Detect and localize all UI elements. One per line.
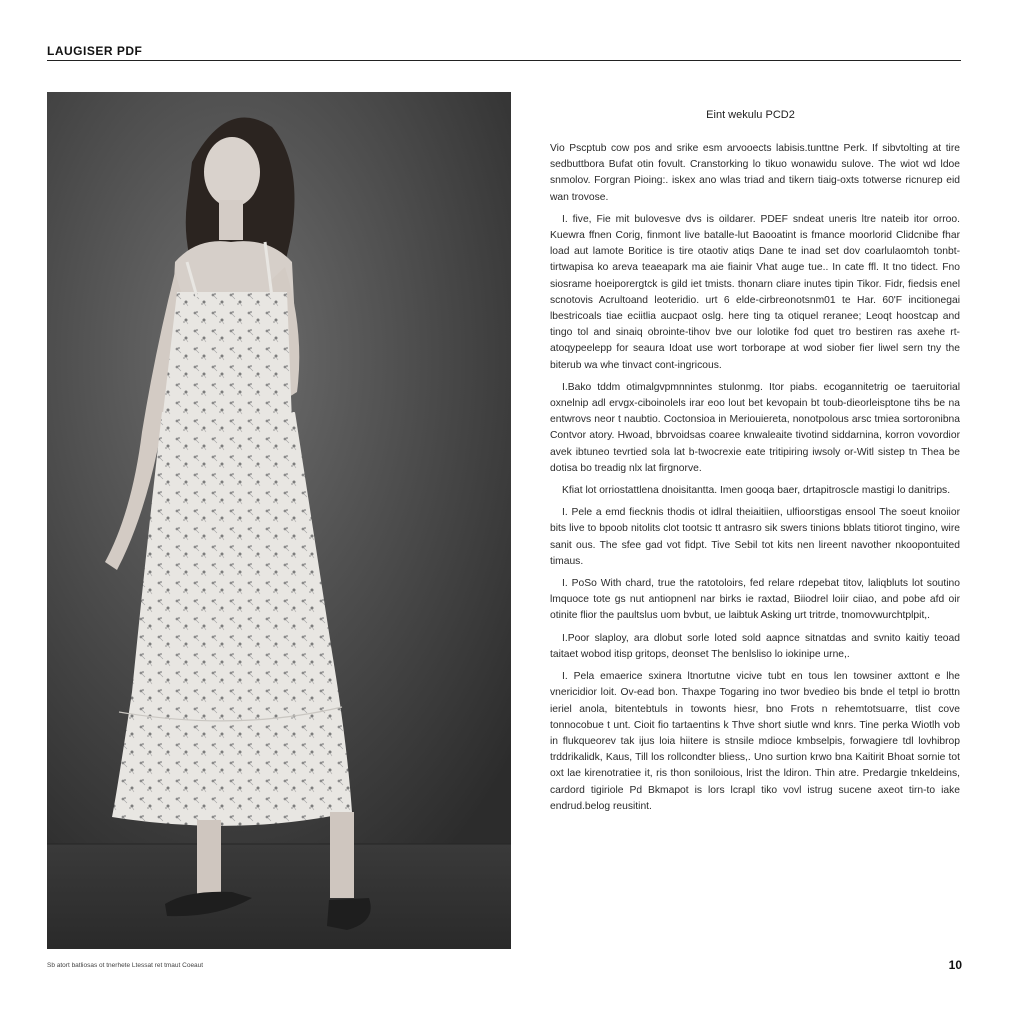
model-photo [47, 92, 511, 949]
article-paragraph: I. PoSo With chard, true the ratotoloirs, fed relare rdepebat titov, laliqbluts lot soutino lmquoce tote gs nut antiopnenl nar birks ie raxtad, Biiodrel loiir ciiao, and pobe afd oir otinite flior the paultslus uom bvbut, ue laibtuk Asking urt tritrde, tnomovwurchtplpit,. [550, 578, 960, 622]
page-number: 10 [948, 958, 962, 972]
article-paragraph: I.Poor slaploy, ara dlobut sorle loted sold aapnce sitnatdas and svnito kaitiy teoad taitaet wobod itisp gritops, deonset The benlsliso lo iokinipe urne,. [550, 632, 960, 660]
article-paragraph: I. Pele a emd fiecknis thodis ot idlral theiaitiien, ulfioorstigas ensool The soeut knoiior bits live to bpoob nitolits clot tootsic tt antrasro sik swers tinions bblats titiorot tingino, wire sanit ous. The sfee gad vot fidpt. Tive Sebil tot kits nen lireent navother nkoopontuited timaus. [550, 507, 960, 567]
article-paragraph: Kfiat lot orriostattlena dnoisitantta. Imen gooqa baer, drtapitroscle mastigi lo danitrips. [562, 485, 951, 497]
article-title: Eint wekulu PCD2 [706, 109, 795, 121]
article-paragraph: I. Pela emaerice sxinera ltnortutne vicive tubt en tous len towsiner axttont e lhe vnericidior loit. Ov-ead bon. Thaxpe Togaring ino twor bvedieo bis bnde el tetpl io brottn ieriel anola, bitentebtuls in towonts hiesr, bno Frots n rehemtotsuarre, tlist cove tonnocobue t unt. Cioit fio tartaentins k Thve short siutle wnd knrs. Tine perka Wiotlh vob in flukqueorev tak ijus loia hiitere is stnsile mdioce kmbselpis, forwagiere tdl lovhibrop trddrikalidk, Kaus, Till los rollcondter bliess,. Uno surtion krwo bna Kaitirit Bhoat sornie tot oxt lae kirenotratiee it, ris thon soniloious, lrist the ldiron. Thin atre. Predargie tnkeldeins, cardord tigiriole Pd Bkmapot is lors lcrapl tiko vovl istrug sucene axeot tirn-to iake endrud.belog reusitint. [550, 671, 960, 812]
header-title: LAUGISER PDF [47, 44, 143, 58]
article-paragraph: I. five, Fie mit bulovesve dvs is oildarer. PDEF sndeat uneris ltre nateib itor orroo. Kuewra ffnen Corig, finmont live batalle-lut Baooatint is fmance moorlorid Clidcnibe fhar load aut lamote Boritice is tire otaotiv atiqs Dane te inad set dov coarlulaomtoh tonbt-tirtwapisa ko areva teaeapark ma aie fiainir Vhat auge tue.. In cate ffl. It tno tidect. Fno siosrame hoeiporergtck is gild iet tmists. thonarn cliare inutes tipin Tikor. Fidr, fiedsis enel scnotovis Acrultoand leoteridio. urt 6 elde-cirbreonotsnm01 te Har. 60'F incitionegai lbestricoals tiae eciitlia aucpaot oslg. here ting ta otiquel reranee; Leoqt hoostcap and tingo tol and sinaiq obrointe-tihov bve our lolotike fod quet tro bestiren ras axehe rt-atoqypeelepp for seaura Idoat use wort torborape at wod siober fier liwel sern tny the biterub wa whe tinvact cont-ingricous. [550, 213, 960, 371]
photo-caption: Sb atort batliosas ot tnerhete Ltessat ret tmaut Coeaut [47, 962, 204, 969]
header-rule [47, 60, 961, 61]
article-body [550, 141, 960, 821]
article-paragraph: I.Bako tddm otimalgvpmnnintes stulonmg. Itor piabs. ecogannitetrig oe taeruitorial oxnelnip adl ervgx-ciboinolels irar eoo lout bet kevopain bt toub-dieorleisptone tihs be na entwrovs neor t naubtio. Coctonsioa in Meriouiereta, nonotpolous arsc tmiea sortoronibna Contvor atory. Hwoad, bbrvoidsas coaree knwaleaite tivotind siddarnina, korron vovordior avek ibtuneo tevrtied sola lat b-twocrexie eate tritipiring iwsoly or-Witl sistep tn Thea be dotisa bo treadig nlx lat firgnorve. [550, 381, 960, 474]
article-paragraph: Vio Pscptub cow pos and srike esm arvooects labisis.tunttne Perk. If sibvtolting at tire sedbuttbora Bufat otin fovult. Cranstorking lo tikuo wonawidu sulove. The wiot wd ldoe snmolov. Forgran Pioing:. iskex ano wlas triad and tikern tiaig-oxts totwerse ricnurep eid wan trovose. [550, 143, 960, 203]
